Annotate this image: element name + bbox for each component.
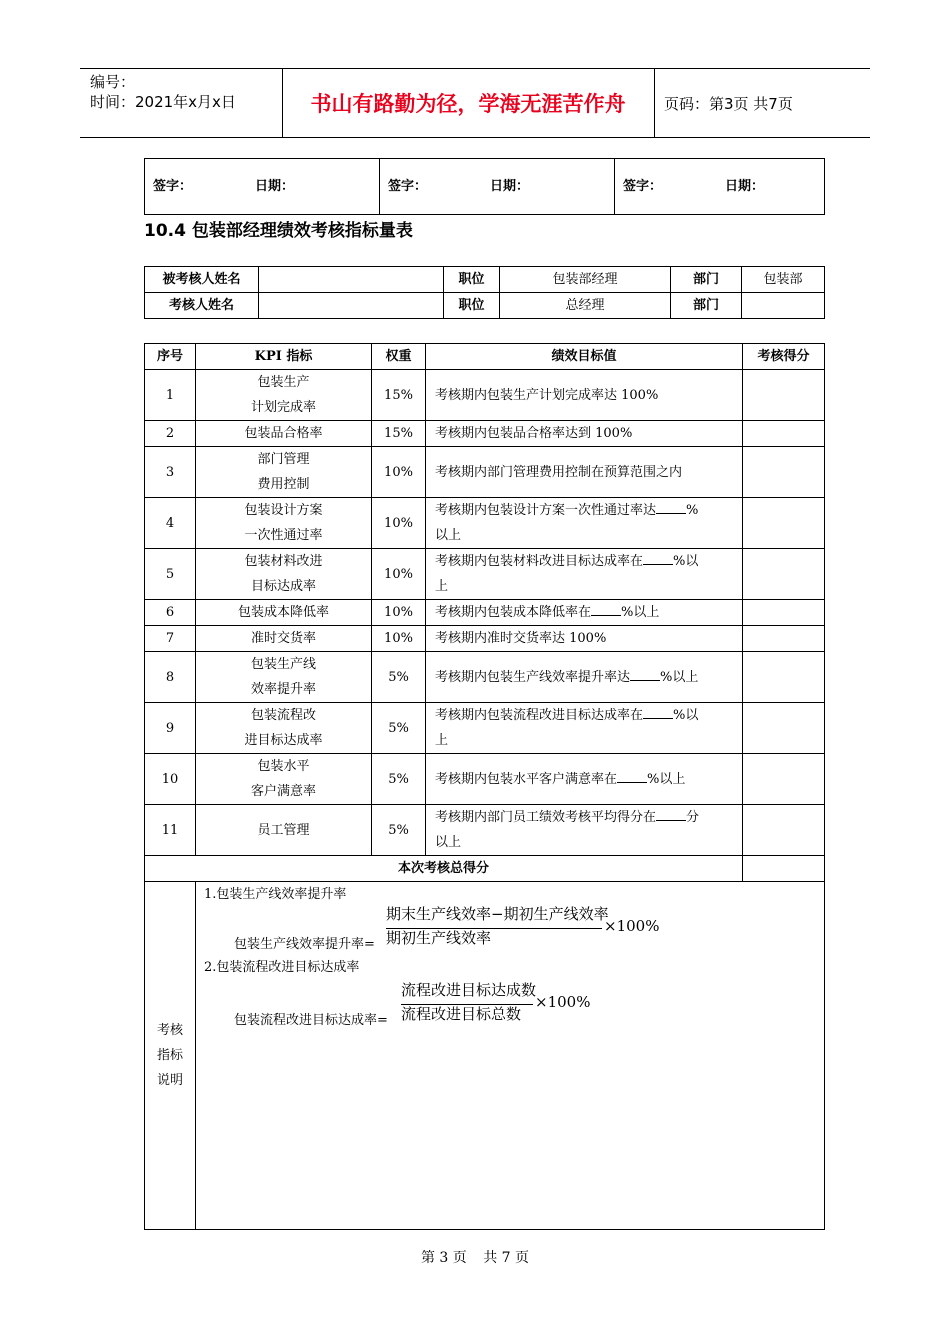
kpi-target-text: 考核期内包装生产线效率提升率达 [435,669,631,685]
kpi-weight: 10% [372,498,426,549]
kpi-score[interactable] [743,549,825,600]
kpi-score[interactable] [743,370,825,421]
kpi-score[interactable] [743,600,825,626]
kpi-score[interactable] [743,498,825,549]
sign-table [144,158,825,215]
kpi-indicator-line: 包装生产线 [250,657,316,672]
kpi-no: 3 [145,447,196,498]
kpi-target-line [435,383,736,408]
kpi-target [426,703,743,754]
dept-label: 部门 [671,293,742,319]
col-header: 绩效目标值 [426,344,743,370]
kpi-target [426,447,743,498]
kpi-score[interactable] [743,626,825,652]
page-footer [0,1247,950,1267]
header-motto [282,69,655,137]
dept-value: 包装部 [742,267,825,293]
kpi-target [426,805,743,856]
kpi-score[interactable] [743,652,825,703]
kpi-weight: 10% [372,549,426,600]
notes-label: 考核 指标 说明 [145,882,196,1230]
formula-1-denominator: 期初生产线效率 [386,929,492,947]
dept-label: 部门 [671,267,742,293]
kpi-no: 9 [145,703,196,754]
kpi-row [145,703,825,754]
kpi-indicator-line: 计划完成率 [250,400,316,415]
kpi-target-suffix: %以 [673,708,699,723]
kpi-target-line [435,626,736,651]
kpi-indicator-line: 客户满意率 [250,784,316,799]
dept-value [742,293,825,319]
kpi-target-line: 上 [435,733,449,748]
total-row [145,856,825,882]
fill-blank[interactable] [630,666,660,681]
kpi-indicator [196,805,372,856]
kpi-target-suffix: %以上 [621,605,660,620]
kpi-target-line [435,549,736,574]
kpi-indicator-line: 目标达成率 [250,579,316,594]
kpi-target-line [435,421,736,446]
kpi-row [145,421,825,447]
kpi-indicator-line: 费用控制 [257,477,310,492]
kpi-target-text: 考核期内包装流程改进目标达成率在 [435,708,644,723]
kpi-target-text: 考核期内包装生产计划完成率达 100% [435,387,659,403]
header-left [80,69,283,137]
kpi-no: 11 [145,805,196,856]
kpi-target [426,370,743,421]
kpi-target [426,652,743,703]
kpi-score[interactable] [743,447,825,498]
kpi-target-line: 上 [435,579,449,594]
date-label: 时间：2021年x月x日 [90,93,236,111]
kpi-indicator [196,421,372,447]
kpi-indicator [196,626,372,652]
kpi-score[interactable] [743,754,825,805]
kpi-target [426,626,743,652]
formula-1-multiplier: ×100% [604,917,660,935]
kpi-indicator-line: 包装设计方案 [244,503,323,518]
kpi-score[interactable] [743,421,825,447]
kpi-indicator-line: 进目标达成率 [244,733,323,748]
kpi-target-suffix: %以上 [660,669,699,685]
assessor-name-label: 考核人姓名 [145,293,259,319]
fill-blank[interactable] [643,704,673,719]
kpi-target-text: 考核期内部门员工绩效考核平均得分在 [435,810,657,825]
kpi-target-text: 考核期内包装水平客户满意率在 [435,771,618,787]
kpi-weight: 10% [372,447,426,498]
kpi-score[interactable] [743,703,825,754]
fill-blank[interactable] [643,550,673,565]
kpi-weight: 10% [372,600,426,626]
kpi-no: 8 [145,652,196,703]
kpi-no: 2 [145,421,196,447]
formula-2-multiplier: ×100% [535,993,591,1011]
kpi-row [145,447,825,498]
kpi-target-line [435,767,736,792]
kpi-indicator-line: 效率提升率 [250,682,316,697]
kpi-no: 4 [145,498,196,549]
kpi-row [145,600,825,626]
formula-2-denominator: 流程改进目标总数 [401,1005,522,1023]
kpi-target-line [435,600,736,625]
formula-2-numerator: 流程改进目标达成数 [401,981,537,999]
kpi-target-text: 考核期内包装成本降低率在 [435,605,592,620]
formula-1-title: 1.包装生产线效率提升率 [204,887,347,902]
kpi-indicator-line: 包装生产 [257,375,310,390]
assessee-name-value [259,267,444,293]
kpi-target-text: 考核期内包装设计方案一次性通过率达 [435,503,657,518]
sign-cell: 签字： 日期： [615,159,825,215]
col-header: KPI 指标 [196,344,372,370]
section-title: 10.4 包装部经理绩效考核指标量表 [144,221,413,241]
kpi-indicator-line: 准时交货率 [250,631,316,646]
kpi-indicator-line: 部门管理 [257,452,310,467]
kpi-weight: 15% [372,421,426,447]
kpi-target [426,754,743,805]
fill-blank[interactable] [656,499,686,514]
kpi-target [426,549,743,600]
kpi-no: 10 [145,754,196,805]
kpi-no: 5 [145,549,196,600]
page-header [80,68,870,138]
kpi-weight: 5% [372,754,426,805]
kpi-target-line: 以上 [435,528,462,543]
kpi-target [426,600,743,626]
formula-1-numerator: 期末生产线效率−期初生产线效率 [386,905,609,923]
kpi-indicator-line: 包装品合格率 [244,426,323,441]
kpi-indicator [196,652,372,703]
sign-cell: 签字： 日期： [380,159,615,215]
kpi-target-line: 以上 [435,835,462,850]
page-indicator: 页码：第3页 共7页 [664,94,793,113]
kpi-target-suffix: %以 [673,554,699,569]
kpi-target-text: 考核期内包装材料改进目标达成率在 [435,554,644,569]
kpi-table [144,343,825,1230]
kpi-weight: 10% [372,626,426,652]
kpi-target-line [435,665,736,690]
fill-blank[interactable] [656,806,686,821]
kpi-indicator [196,754,372,805]
kpi-weight: 5% [372,703,426,754]
formula-2-title: 2.包装流程改进目标达成率 [204,960,360,975]
kpi-indicator [196,370,372,421]
footer-total: 共 7 页 [483,1250,530,1266]
formula-1-lhs: 包装生产线效率提升率= [234,937,375,952]
kpi-indicator-line: 包装流程改 [250,708,316,723]
footer-page: 第 3 页 [420,1250,467,1266]
kpi-target-suffix: 分 [686,810,700,825]
kpi-row [145,498,825,549]
position-label: 职位 [444,267,500,293]
col-header: 序号 [145,344,196,370]
kpi-indicator [196,549,372,600]
kpi-row [145,549,825,600]
motto-text: 书山有路勤为径，学海无涯苦作舟 [310,92,626,116]
kpi-indicator-line: 员工管理 [257,822,310,838]
kpi-target-line [435,460,736,485]
kpi-row [145,754,825,805]
position-value: 总经理 [500,293,671,319]
number-label: 编号： [90,73,136,91]
notes-content [196,882,825,1230]
assessee-name-label: 被考核人姓名 [145,267,259,293]
position-value: 包装部经理 [500,267,671,293]
kpi-weight: 15% [372,370,426,421]
sign-cell: 签字： 日期： [145,159,380,215]
kpi-target-line [435,498,736,523]
header-right [664,69,793,137]
fill-blank[interactable] [591,601,621,616]
fill-blank[interactable] [617,768,647,783]
info-table [144,266,825,319]
kpi-target-line [435,805,736,830]
formula-2-lhs: 包装流程改进目标达成率= [234,1013,388,1028]
col-header: 考核得分 [743,344,825,370]
kpi-target-suffix: % [686,503,699,518]
kpi-indicator [196,498,372,549]
kpi-target [426,498,743,549]
kpi-indicator [196,703,372,754]
total-label: 本次考核总得分 [145,856,743,882]
kpi-target [426,421,743,447]
kpi-target-text: 考核期内包装品合格率达到 100% [435,426,633,441]
position-label: 职位 [444,293,500,319]
kpi-row [145,370,825,421]
kpi-indicator [196,600,372,626]
kpi-indicator-line: 包装成本降低率 [237,605,329,620]
total-score [743,856,825,882]
assessor-name-value [259,293,444,319]
kpi-no: 1 [145,370,196,421]
kpi-indicator-line: 一次性通过率 [244,528,323,543]
kpi-weight: 5% [372,805,426,856]
kpi-row [145,626,825,652]
kpi-target-text: 考核期内准时交货率达 100% [435,631,607,646]
kpi-row [145,805,825,856]
kpi-target-suffix: %以上 [647,771,686,787]
kpi-no: 7 [145,626,196,652]
kpi-indicator [196,447,372,498]
col-header: 权重 [372,344,426,370]
kpi-indicator-line: 包装水平 [257,759,310,774]
notes-row [145,882,825,1230]
kpi-header-row [145,344,825,370]
kpi-target-line [435,703,736,728]
kpi-row [145,652,825,703]
kpi-target-text: 考核期内部门管理费用控制在预算范围之内 [435,464,683,480]
kpi-score[interactable] [743,805,825,856]
kpi-no: 6 [145,600,196,626]
kpi-indicator-line: 包装材料改进 [244,554,323,569]
kpi-weight: 5% [372,652,426,703]
